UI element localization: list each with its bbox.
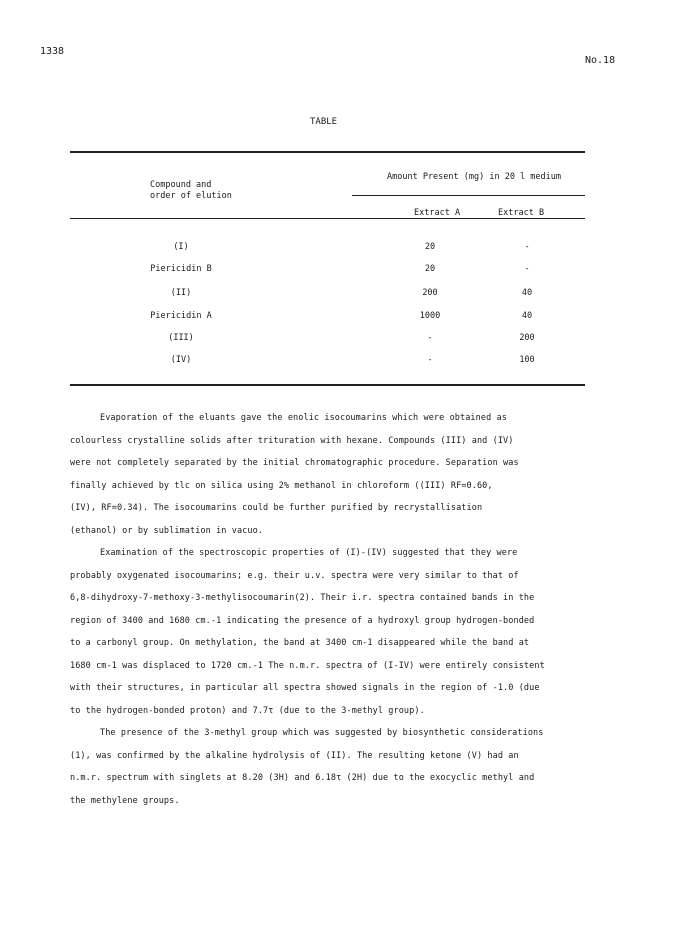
body-line: Examination of the spectroscopic properties of (I)-(IV) suggested that they were bbox=[100, 548, 518, 558]
body-line: (IV), RF=0.34). The isocoumarins could be further purified by recrystallisation bbox=[70, 503, 483, 513]
extract-a-cell: 1000 bbox=[419, 311, 441, 321]
compound-header-line: order of elution bbox=[150, 191, 232, 201]
body-line: to a carbonyl group. On methylation, the band at 3400 cm-1 disappeared while the band at bbox=[70, 638, 530, 648]
amount-header: Amount Present (mg) in 20 l medium bbox=[387, 172, 561, 182]
extract-b-cell: - bbox=[524, 264, 530, 274]
extract-b-header: Extract B bbox=[498, 208, 545, 218]
extract-b-cell: 40 bbox=[521, 311, 533, 321]
table-header-rule bbox=[70, 218, 585, 219]
body-line: with their structures, in particular all spectra showed signals in the region of -1.0 (due bbox=[70, 683, 540, 693]
body-line: 1680 cm-1 was displaced to 1720 cm.-1 The n.m.r. spectra of (I-IV) were entirely consistent bbox=[70, 660, 545, 671]
compound-header bbox=[150, 180, 232, 202]
body-line: n.m.r. spectrum with singlets at 8.20 (3H) and 6.18τ (2H) due to the exocyclic methyl and bbox=[70, 773, 535, 783]
table-title: TABLE bbox=[310, 117, 338, 127]
page-number: 1338 bbox=[40, 46, 65, 57]
body-line: (ethanol) or by sublimation in vacuo. bbox=[70, 525, 264, 536]
compound-cell: (II) bbox=[170, 288, 192, 298]
extract-a-header: Extract A bbox=[414, 208, 461, 218]
table-bottom-rule bbox=[70, 384, 585, 386]
compound-cell: Piericidin A bbox=[150, 311, 212, 321]
body-line: Evaporation of the eluants gave the enolic isocoumarins which were obtained as bbox=[100, 413, 507, 423]
body-line: finally achieved by tlc on silica using 2% methanol in chloroform ((III) RF=0.60, bbox=[70, 480, 493, 491]
body-line: 6,8-dihydroxy-7-methoxy-3-methylisocoumarin(2). Their i.r. spectra contained bands in the bbox=[70, 593, 535, 603]
table-top-rule bbox=[70, 151, 585, 153]
extract-a-cell: 200 bbox=[422, 288, 438, 298]
extract-a-cell: - bbox=[427, 355, 433, 365]
extract-a-cell: 20 bbox=[424, 264, 436, 274]
extract-b-cell: - bbox=[524, 242, 530, 252]
extract-b-cell: 100 bbox=[519, 355, 535, 365]
extract-a-cell: - bbox=[427, 333, 433, 343]
body-line: (1), was confirmed by the alkaline hydrolysis of (II). The resulting ketone (V) had an bbox=[70, 750, 519, 761]
body-line: region of 3400 and 1680 cm.-1 indicating the presence of a hydroxyl group hydrogen-bonded bbox=[70, 615, 535, 626]
compound-cell: Piericidin B bbox=[150, 264, 212, 274]
body-line: probably oxygenated isocoumarins; e.g. their u.v. spectra were very similar to that of bbox=[70, 570, 519, 581]
journal-issue: No.18 bbox=[585, 55, 616, 66]
compound-cell: (III) bbox=[168, 333, 194, 343]
body-line: the methylene groups. bbox=[70, 795, 180, 806]
body-line: were not completely separated by the initial chromatographic procedure. Separation was bbox=[70, 458, 519, 468]
extract-b-cell: 200 bbox=[519, 333, 535, 343]
compound-cell: (I) bbox=[173, 242, 189, 252]
body-text bbox=[70, 407, 590, 812]
compound-cell: (IV) bbox=[170, 355, 192, 365]
amount-sub-rule bbox=[352, 195, 585, 196]
extract-b-cell: 40 bbox=[521, 288, 533, 298]
compound-header-line: Compound and bbox=[150, 180, 212, 190]
body-line: to the hydrogen-bonded proton) and 7.7τ (due to the 3-methyl group). bbox=[70, 705, 425, 716]
body-line: The presence of the 3-methyl group which was suggested by biosynthetic considerations bbox=[100, 728, 544, 738]
extract-a-cell: 20 bbox=[424, 242, 436, 252]
body-line: colourless crystalline solids after trituration with hexane. Compounds (III) and (IV) bbox=[70, 435, 514, 446]
